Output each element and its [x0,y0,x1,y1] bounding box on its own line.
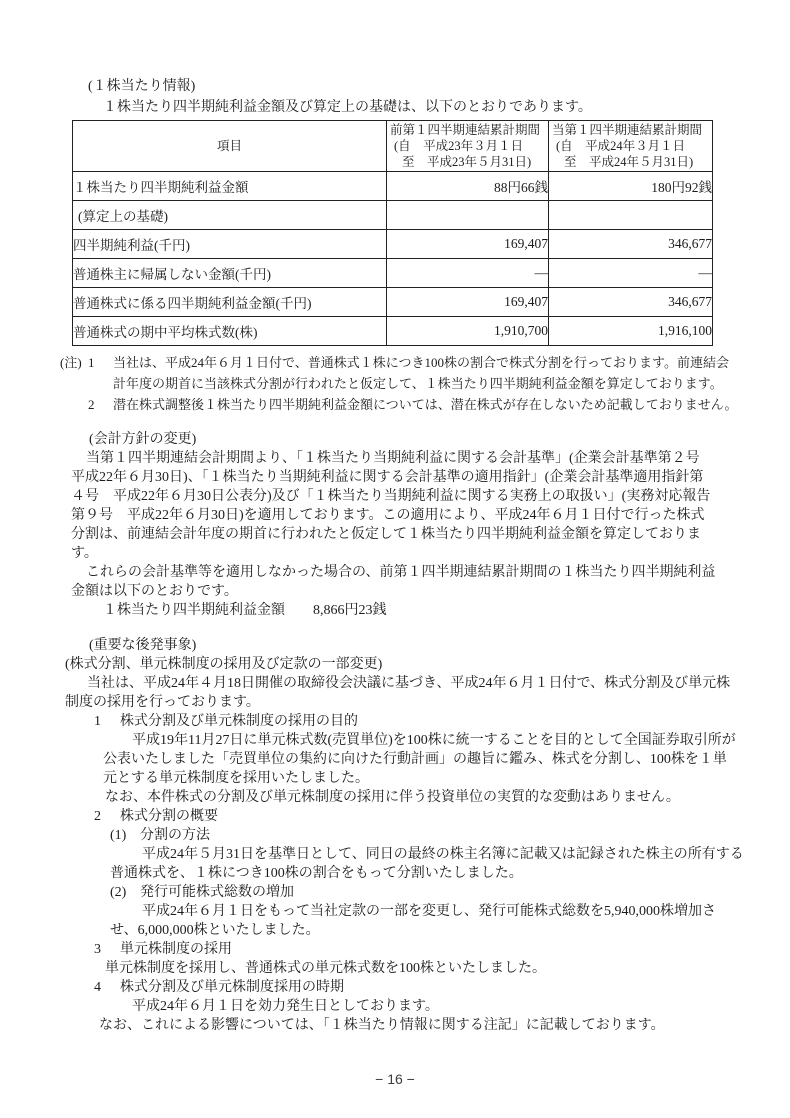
text-line: ４号 平成22年６月30日公表分)及び「１株当たり当期純利益に関する実務上の取扱い」(実務対応報告 [71,489,711,504]
text-line: 普通株式を、１株につき100株の割合をもって分割いたしました。 [110,866,523,881]
text-line: 潜在株式調整後１株当たり四半期純利益金額については、潜在株式が存在しないため記載しておりません。 [113,397,738,412]
table-row [73,201,713,230]
row-curr-value: 1,916,100 [549,317,713,346]
text-line: 当社は、平成24年６月１日付で、普通株式１株につき100株の割合で株式分割を行っております。前連結会 [113,355,729,370]
list-item-title: 株式分割の概要 [120,809,218,824]
row-prev-value: ― [387,259,549,288]
per-share-value-line: １株当たり四半期純利益金額 8,866円23銭 [103,603,387,618]
list-item-3-body: 単元株制度を採用し、普通株式の単元株式数を100株といたしました。 [105,961,546,976]
table-header-prev-period [387,121,549,172]
text-line: せ、6,000,000株といたしました。 [110,923,320,938]
text-line: 分割は、前連結会計年度の期首に行われたと仮定して１株当たり四半期純利益金額を算定しておりま [71,527,701,542]
note-marker: (注) [60,355,82,370]
text-line: 制度の採用を行っております。 [65,695,260,710]
text-line: 平成24年５月31日を基準日として、同日の最終の株主名簿に記載又は記録された株主の所有する [142,847,744,862]
text-line: 平成22年６月30日)、「１株当たり当期純利益に関する会計基準の適用指針」(企業会計基準適用指針第 [71,470,704,485]
sub-item-number: (2) [110,885,127,900]
note-text [113,352,790,394]
table-row [73,259,713,288]
sub-item-number: (1) [110,828,127,843]
per-share-section-heading: (１株当たり情報) [88,79,196,94]
curr-period-line3: 至 平成24年５月31日) [564,155,694,169]
list-item-1-title-row [94,712,790,731]
prev-period-line2: (自 平成23年３月１日 [394,139,524,153]
list-item-title: 株式分割及び単元株制度の採用の目的 [120,714,358,729]
text-line: す。 [71,546,98,561]
row-curr-value [549,201,713,230]
page-number: − 16 − [375,1071,415,1087]
row-curr-value: ― [549,259,713,288]
list-item-1-body [103,731,790,788]
table-row [73,288,713,317]
text-line: 公表いたしました「売買単位の集約に向けた行動計画」の趣旨に鑑み、株式を分割し、100株を１単 [103,752,727,767]
list-item-number: 3 [94,942,101,957]
sub-item-2-title-row [110,883,790,902]
sub-item-title: 分割の方法 [140,828,210,843]
list-item-number: 2 [94,809,101,824]
table-header-row [73,121,713,172]
note-number: 2 [88,397,95,412]
row-label: 四半期純利益(千円) [73,230,387,259]
text-line: 当第１四半期連結会計期間より、「１株当たり当期純利益に関する会計基準」(企業会計基準第２号 [86,451,700,466]
subsequent-events-heading: (重要な後発事象) [89,638,197,653]
text-line: 平成19年11月27日に単元株式数(売買単位)を100株に統一することを目的として全国証券取引所が [132,733,736,748]
list-item-title: 単元株制度の採用 [120,942,232,957]
table-row [73,317,713,346]
sub-item-1-title-row [110,826,790,845]
row-curr-value: 346,677 [549,230,713,259]
sub-item-title: 発行可能株式総数の増加 [140,885,294,900]
row-curr-value: 346,677 [549,288,713,317]
row-label: 普通株式の期中平均株式数(株) [73,317,387,346]
accounting-policy-change-section [0,430,790,620]
note-marker-spacer [60,394,88,415]
subsequent-events-section [0,636,790,1035]
text-line: 計年度の期首に当該株式分割が行われたと仮定して、１株当たり四半期純利益金額を算定しております。 [113,376,723,391]
text-line: 金額は以下のとおりです。 [71,584,238,599]
accounting-policy-paragraph-2 [71,563,790,601]
prev-period-line1: 前第１四半期連結累計期間 [390,123,541,137]
subsequent-events-subheading: (株式分割、単元株制度の採用及び定款の一部変更) [65,657,383,672]
row-curr-value: 180円92銭 [549,172,713,201]
row-prev-value: 169,407 [387,230,549,259]
accounting-policy-paragraph-1 [71,449,790,563]
curr-period-line1: 当第１四半期連結累計期間 [552,123,703,137]
note-text [113,394,790,415]
row-label: (算定上の基礎) [73,201,387,230]
note-number: 1 [88,355,95,370]
text-line: これらの会計基準等を適用しなかった場合の、前第１四半期連結累計期間の１株当たり四半期純利益 [86,565,716,580]
list-item-1-note: なお、本件株式の分割及び単元株制度の採用に伴う投資単位の実質的な変動はありません。 [105,790,680,805]
table-header-item: 項目 [73,121,387,172]
row-prev-value: 1,910,700 [387,317,549,346]
text-line: 第９号 平成22年６月30日)を適用しております。この適用により、平成24年６月１日付で行った株式 [71,508,705,523]
list-item-title: 株式分割及び単元株制度採用の時期 [120,980,344,995]
sub-item-1-body [110,845,790,883]
per-share-info-section [0,76,790,415]
per-share-intro-text: １株当たり四半期純利益金額及び算定上の基礎は、以下のとおりであります。 [103,100,592,115]
note-2 [60,394,790,415]
prev-period-line3: 至 平成23年５月31日) [402,155,532,169]
row-prev-value: 88円66銭 [387,172,549,201]
subsequent-events-intro [65,674,790,712]
text-line: 平成24年６月１日をもって当社定款の一部を変更し、発行可能株式総数を5,940,000株増加さ [142,904,716,919]
list-item-3-title-row [94,940,790,959]
table-row [73,172,713,201]
table-notes [0,352,790,415]
accounting-policy-heading: (会計方針の変更) [89,432,197,447]
text-line: 元とする単元株制度を採用いたしました。 [103,771,369,786]
list-item-2-title-row [94,807,790,826]
table-header-curr-period [549,121,713,172]
note-1 [60,352,790,394]
sub-item-2-body [110,902,790,940]
text-line: 平成24年６月１日を効力発生日としております。 [132,999,439,1014]
row-prev-value [387,201,549,230]
row-label: 普通株主に帰属しない金額(千円) [73,259,387,288]
per-share-table [72,120,713,346]
subsequent-events-closing: なお、これによる影響については、「１株当たり情報に関する注記」に記載しております。 [99,1018,665,1033]
table-row [73,230,713,259]
list-item-4-body [103,997,790,1016]
row-prev-value: 169,407 [387,288,549,317]
curr-period-line2: (自 平成24年３月１日 [556,139,686,153]
row-label: 普通株式に係る四半期純利益金額(千円) [73,288,387,317]
list-item-4-title-row [94,978,790,997]
row-label: １株当たり四半期純利益金額 [73,172,387,201]
list-item-number: 1 [94,714,101,729]
list-item-number: 4 [94,980,101,995]
text-line: 当社は、平成24年４月18日開催の取締役会決議に基づき、平成24年６月１日付で、株式分割及び単元株 [87,676,731,691]
